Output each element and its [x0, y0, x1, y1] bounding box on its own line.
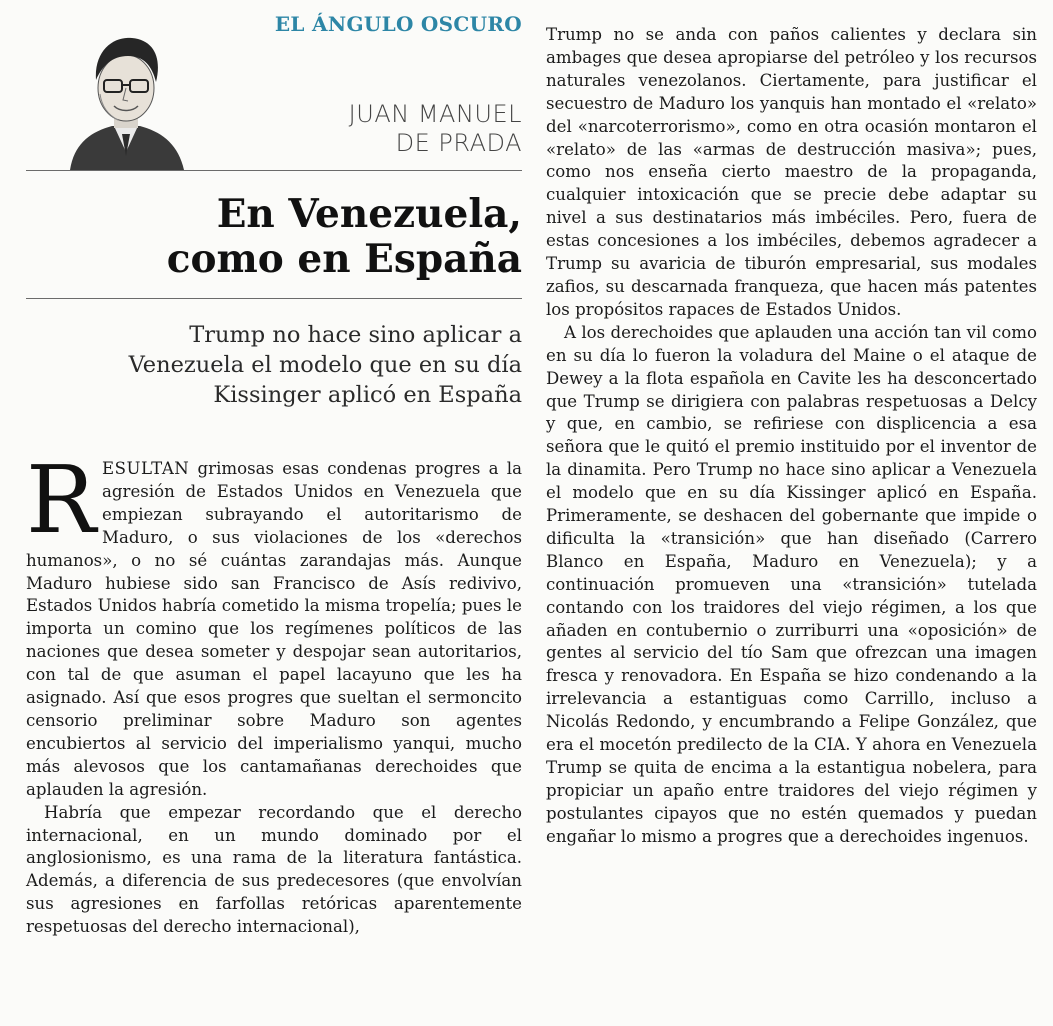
- divider-bottom: [26, 298, 522, 299]
- paragraph-3: Trump no se anda con paños calientes y declara sin ambages que desea apropiarse del petróleo y los recursos naturales venezolanos. Ciertamente, para justificar el secuestro de Maduro los yanquis han montado el «relato» del «narcoterrorismo», como en otra ocasión montaron el «relato» de las «armas de destrucción masiva»; pues, como nos enseña cierto maestro de la propaganda, cualquier intoxicación que se precie debe adaptar su nivel a sus destinatarios más imbéciles. Pero, fuera de estas concesiones a los imbéciles, debemos agradecer a Trump su avaricia de tiburón empresarial, sus modales zafios, su descarnada franqueza, que hacen más patentes los propósitos rapaces de Estados Unidos.: [546, 25, 1037, 319]
- paragraph-4: A los derechoides que aplauden una acción tan vil como en su día lo fueron la voladura del Maine o el ataque de Dewey a la flota española en Cavite les ha desconcertado que Trump se dirigiera con palabras respetuosas a Delcy y que, en cambio, se refiriese con displicencia a esa señora que le quitó el premio instituido por el inventor de la dinamita. Pero Trump no hace sino aplicar a Venezuela el modelo que en su día Kissinger aplicó en España. Primeramente, se deshacen del gobernante que impide o dificulta la «transición» que han diseñado (Carrero Blanco en España, Maduro en Venezuela); y a continuación promueven una «transición» tutelada contando con los traidores del viejo régimen, a los que añaden en contubernio o zurriburri una «oposición» de gentes al servicio del tío Sam que ofrezcan una imagen fresca y renovadora. En España se hizo condenando a la irrelevancia a estantiguas como Carrillo, incluso a Nicolás Redondo, y encumbrando a Felipe González, que era el mocetón predilecto de la CIA. Y ahora en Venezuela Trump se quita de encima a la estantigua nobelera, para propiciar un apaño entre traidores del viejo régimen y postulantes cipayos que no estén quemados y puedan engañar lo mismo a progres que a derechoides ingenuos.: [546, 322, 1037, 846]
- deck-line2: Venezuela el modelo que en su día: [128, 352, 522, 378]
- headline-line2: como en España: [166, 236, 522, 282]
- paragraph-2: Habría que empezar recordando que el derecho internacional, en un mundo dominado por el anglosionismo, es una rama de la literatura fantástica. Además, a diferencia de sus predecesores (que envolvían sus agresiones en farfollas retóricas aparentemente respetuosas del derecho internacional),: [26, 802, 522, 937]
- section-title: EL ÁNGULO OSCURO: [274, 12, 522, 36]
- deck-line1: Trump no hace sino aplicar a: [189, 322, 522, 348]
- author-line1: JUAN MANUEL: [348, 100, 522, 128]
- headline-line1: En Venezuela,: [216, 191, 522, 237]
- right-column: [546, 24, 1037, 849]
- drop-cap: R: [26, 446, 97, 554]
- headline: [167, 192, 522, 282]
- article-body-left: [26, 446, 522, 939]
- divider-top: [26, 170, 522, 171]
- paragraph-1: [26, 446, 522, 802]
- left-column: [26, 0, 522, 1026]
- deck-line3: Kissinger aplicó en España: [213, 382, 522, 408]
- deck: [52, 320, 522, 410]
- lead-caps: ESULTAN: [102, 459, 190, 478]
- author-portrait: [56, 22, 196, 170]
- paragraph-1-text: grimosas esas condenas progres a la agresión de Estados Unidos en Venezuela que empiezan subrayando el autoritarismo de Maduro, o sus violaciones de los «derechos humanos», o no sé cuántas zarandajas más. Aunque Maduro hubiese sido san Francisco de Asís redivivo, Estados Unidos habría cometido la misma tropelía; pues le importa un comino que los regímenes políticos de las naciones que desea someter y despojar sean autoritarios, con tal de que asuman el papel lacayuno que les ha asignado. Así que esos progres que sueltan el sermoncito censorio preliminar sobre Maduro son agentes encubiertos al servicio del imperialismo yanqui, mucho más alevosos que los cantamañanas derechoides que aplauden la agresión.: [26, 459, 522, 799]
- author-byline: [349, 100, 522, 158]
- article-body-right: [546, 24, 1037, 849]
- author-line2: DE PRADA: [395, 129, 522, 157]
